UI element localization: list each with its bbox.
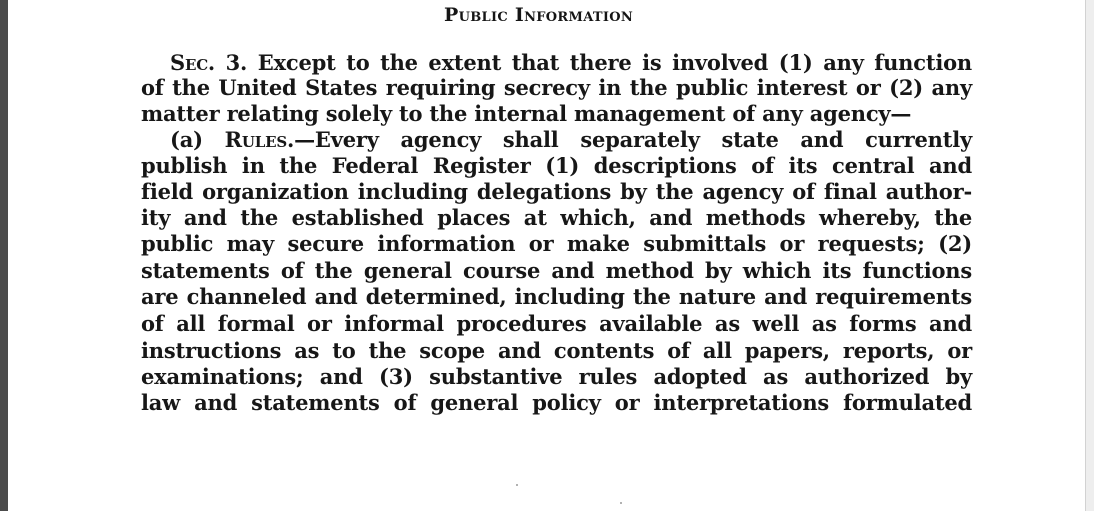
line-9-text: statements of the general course and method by which its functions <box>141 258 972 283</box>
section-label: Sec. <box>170 50 216 75</box>
line-4-text: —Every agency shall separately state and currently <box>294 127 972 152</box>
rules-label: Rules. <box>224 127 295 152</box>
text-line-8 <box>141 231 972 257</box>
viewer-left-edge <box>0 0 8 511</box>
text-line-6 <box>141 179 972 205</box>
text-line-7 <box>141 205 972 231</box>
line-11-text: of all formal or informal procedures available as well as forms and <box>141 311 972 336</box>
line-1-text: 3. Except to the extent that there is involved (1) any function <box>215 50 972 75</box>
text-line-5 <box>141 153 972 179</box>
text-line-3 <box>141 101 972 127</box>
line-14-text: law and statements of general policy or interpretations formulated <box>141 390 972 415</box>
line-5-text: publish in the Federal Register (1) descriptions of its central and <box>141 153 972 178</box>
line-2-text: of the United States requiring secrecy in the public interest or (2) any <box>141 75 972 100</box>
line-7-text: ity and the established places at which, and methods whereby, the <box>141 205 972 230</box>
text-line-1 <box>170 50 972 76</box>
page-heading: Public Information <box>444 4 634 26</box>
text-line-9 <box>141 258 972 284</box>
line-6-text: field organization including delegations by the agency of final author- <box>141 179 972 204</box>
line-3-text: matter relating solely to the internal management of any agency— <box>141 101 912 126</box>
text-line-11 <box>141 311 972 337</box>
line-10-text: are channeled and determined, including the nature and requirements <box>141 284 972 309</box>
text-line-12 <box>141 338 972 364</box>
viewer-right-edge <box>1085 0 1094 511</box>
text-line-14 <box>141 390 972 416</box>
scan-speck <box>620 502 622 504</box>
line-4-prefix: (a) <box>170 127 225 152</box>
line-8-text: public may secure information or make submittals or requests; (2) <box>141 231 972 256</box>
scan-speck <box>516 484 518 486</box>
line-12-text: instructions as to the scope and contents of all papers, reports, or <box>141 338 972 363</box>
text-line-13 <box>141 364 972 390</box>
text-line-2 <box>141 75 972 101</box>
text-line-4 <box>170 127 972 153</box>
document-page <box>8 0 1084 511</box>
text-line-10 <box>141 284 972 310</box>
line-13-text: examinations; and (3) substantive rules adopted as authorized by <box>141 364 972 389</box>
